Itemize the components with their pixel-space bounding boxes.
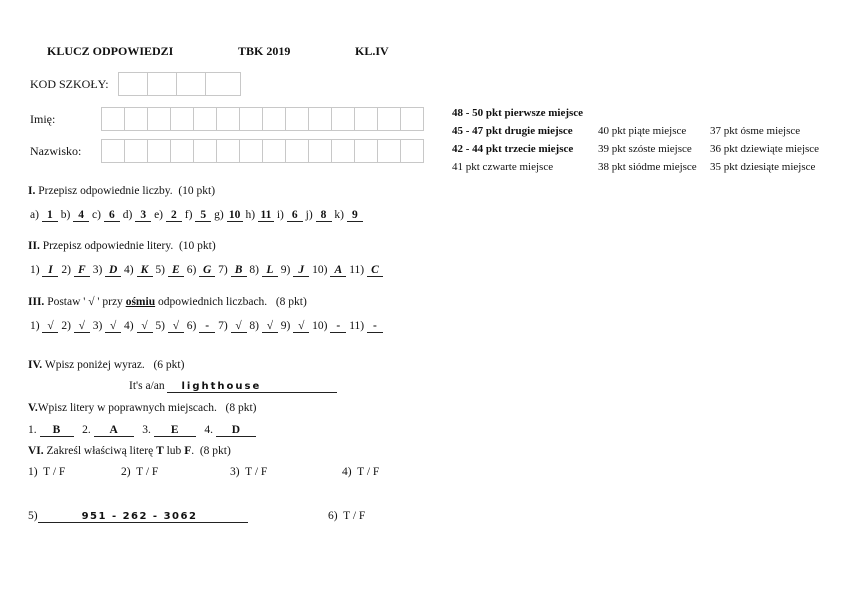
answer-e: 2: [166, 210, 182, 222]
letter-answer-4: D: [231, 424, 241, 436]
phone-answer: 5) 951 - 262 - 3062: [28, 510, 248, 523]
tf-item-6[interactable]: 6) T / F: [328, 510, 366, 522]
score-10th: 35 pkt dziesiąte miejsce: [710, 161, 816, 173]
check-5: √: [168, 321, 184, 333]
score-5th: 40 pkt piąte miejsce: [598, 125, 687, 137]
score-2nd: 45 - 47 pkt drugie miejsce: [452, 125, 573, 137]
tf-item-3[interactable]: 3) T / F: [230, 466, 268, 478]
answer-f: 5: [195, 210, 211, 222]
section-5-heading: V.Wpisz litery w poprawnych miejscach. (8 pkt): [28, 402, 257, 414]
score-3rd: 42 - 44 pkt trzecie miejsce: [452, 143, 574, 155]
answer-4: K: [137, 265, 153, 277]
answer-11: C: [367, 265, 383, 277]
school-code-boxes[interactable]: [118, 72, 240, 96]
last-name-label: Nazwisko:: [30, 144, 82, 158]
word-answer: lighthouse: [181, 381, 262, 392]
answer-8: L: [262, 265, 278, 277]
competition-name: TBK 2019: [238, 44, 291, 58]
section-2-answers: 1) I 2) F 3) D 4) K 5) E 6) G 7) B 8) L 9) J 10) A 11) C: [30, 264, 383, 277]
check-3: √: [105, 321, 121, 333]
last-name-boxes[interactable]: [101, 139, 423, 163]
answer-6: G: [199, 265, 215, 277]
check-10: -: [330, 321, 346, 333]
score-7th: 38 pkt siódme miejsce: [598, 161, 697, 173]
answer-2: F: [74, 265, 90, 277]
answer-7: B: [231, 265, 247, 277]
first-name-label: Imię:: [30, 112, 56, 126]
letter-answer-2: A: [109, 424, 118, 436]
check-6: -: [199, 321, 215, 333]
answer-a: 1: [42, 210, 58, 222]
check-4: √: [137, 321, 153, 333]
tf-item-4[interactable]: 4) T / F: [342, 466, 380, 478]
score-6th: 39 pkt szóste miejsce: [598, 143, 692, 155]
answer-b: 4: [73, 210, 89, 222]
answer-1: I: [42, 265, 58, 277]
letter-answer-1: B: [52, 424, 61, 436]
score-9th: 36 pkt dziewiąte miejsce: [710, 143, 820, 155]
section-6-heading: VI. Zakreśl właściwą literę T lub F. (8 pkt): [28, 445, 231, 457]
tf-item-2[interactable]: 2) T / F: [121, 466, 159, 478]
answer-9: J: [293, 265, 309, 277]
section-3-answers: 1) √ 2) √ 3) √ 4) √ 5) √ 6) - 7) √ 8) √ 9) √ 10) - 11) -: [30, 320, 383, 333]
check-1: √: [42, 321, 58, 333]
tf-item-1[interactable]: 1) T / F: [28, 466, 66, 478]
answer-h: 11: [258, 210, 274, 222]
letter-answer-3: E: [170, 424, 179, 436]
section-5-answers: 1. B 2. A 3. E 4. D: [28, 424, 256, 437]
check-2: √: [74, 321, 90, 333]
section-4-heading: IV. Wpisz poniżej wyraz. (6 pkt): [28, 359, 185, 371]
school-code-label: KOD SZKOŁY:: [30, 77, 109, 91]
grade-label: KL.IV: [355, 44, 389, 58]
answer-10: A: [330, 265, 346, 277]
answer-g: 10: [227, 210, 243, 222]
check-9: √: [293, 321, 309, 333]
answer-j: 8: [316, 210, 332, 222]
check-7: √: [231, 321, 247, 333]
answer-5: E: [168, 265, 184, 277]
answer-i: 6: [287, 210, 303, 222]
answer-k: 9: [347, 210, 363, 222]
answer-key-title: KLUCZ ODPOWIEDZI: [47, 44, 174, 58]
section-1-answers: a) 1 b) 4 c) 6 d) 3 e) 2 f) 5 g) 10 h) 11 i) 6 j) 8 k) 9: [30, 209, 363, 222]
section-2-heading: II. Przepisz odpowiednie litery. (10 pkt): [28, 240, 216, 252]
answer-d: 3: [135, 210, 151, 222]
score-1st: 48 - 50 pkt pierwsze miejsce: [452, 107, 584, 119]
answer-3: D: [105, 265, 121, 277]
score-4th: 41 pkt czwarte miejsce: [452, 161, 554, 173]
answer-c: 6: [104, 210, 120, 222]
section-4-answer-line: It's a/an lighthouse: [129, 380, 337, 393]
first-name-boxes[interactable]: [101, 107, 423, 131]
score-8th: 37 pkt ósme miejsce: [710, 125, 801, 137]
check-11: -: [367, 321, 383, 333]
check-8: √: [262, 321, 278, 333]
section-1-heading: I. Przepisz odpowiednie liczby. (10 pkt): [28, 185, 216, 197]
section-3-heading: III. Postaw ' √ ' przy ośmiu odpowiednich liczbach. (8 pkt): [28, 296, 307, 308]
